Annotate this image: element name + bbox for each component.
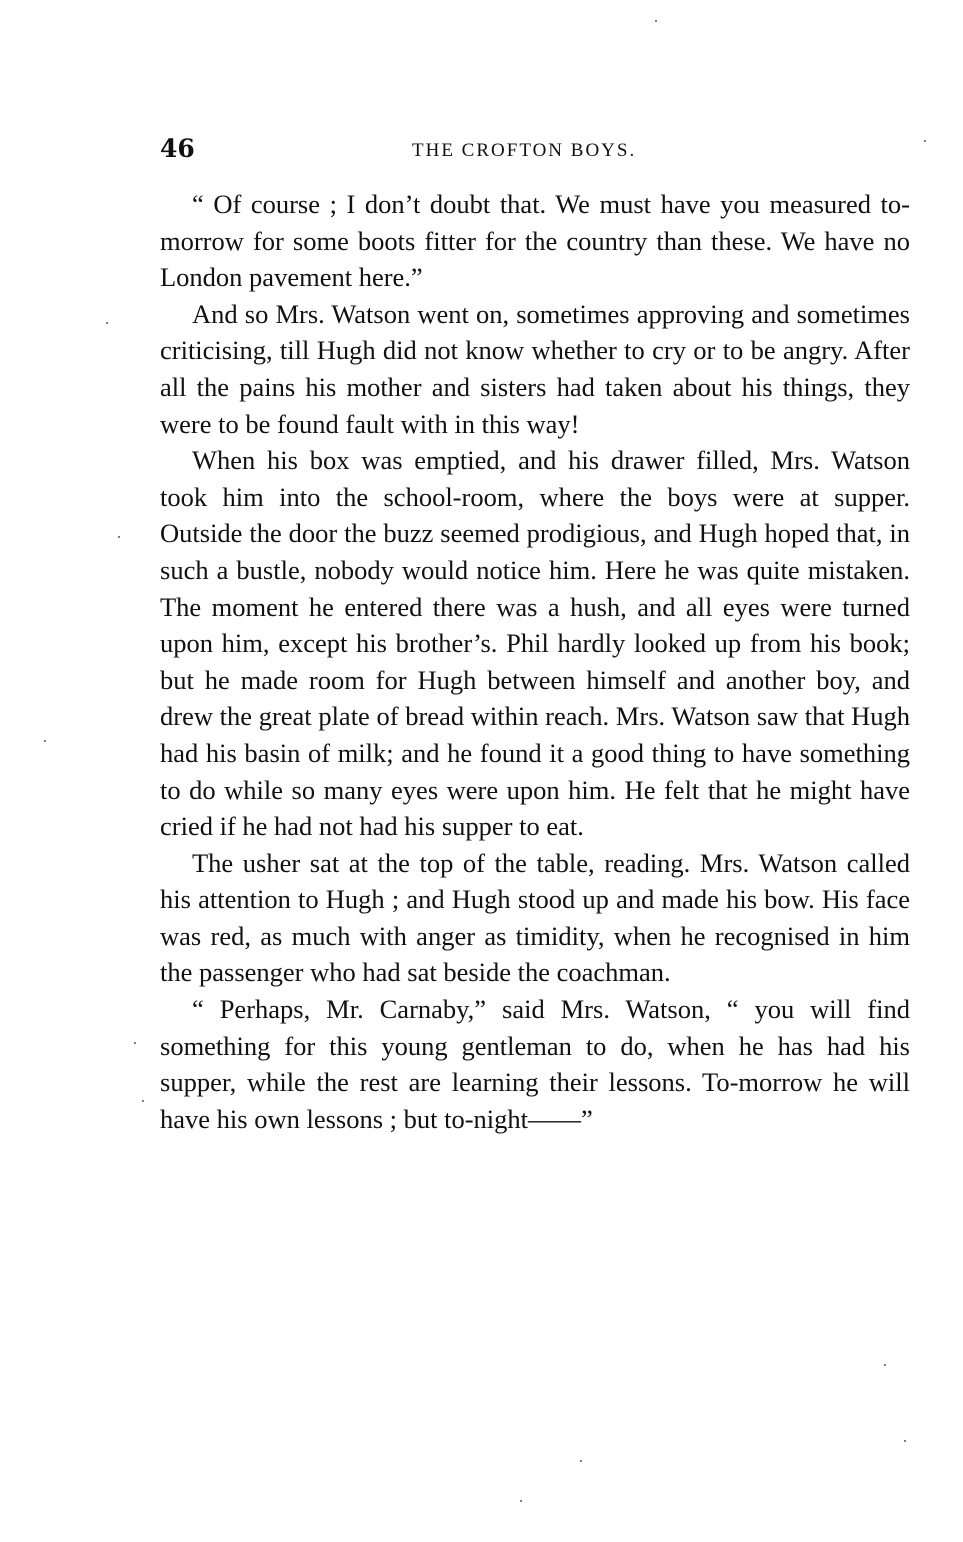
paragraph-4: The usher sat at the top of the table, reading. Mrs. Watson called his attention to Hugh ; and Hugh stood up and made his bow. His face was red, as much with anger as timidity, when he recognised in him the passenger who had sat beside the coachman. <box>160 847 910 988</box>
scan-speck <box>142 1100 144 1102</box>
running-title: THE CROFTON BOYS. <box>412 140 637 161</box>
body-text <box>160 186 910 1137</box>
paragraph-2: And so Mrs. Watson went on, sometimes approving and sometimes criticising, till Hugh did not know whether to cry or to be angry. After all the pains his mother and sisters had taken about his things, they were to be found fault with in this way! <box>160 298 910 439</box>
scan-speck <box>106 322 108 324</box>
page-number: 46 <box>160 134 195 163</box>
scan-speck <box>580 1460 582 1462</box>
scan-speck <box>924 140 926 142</box>
scan-speck <box>118 536 120 538</box>
paragraph-1: “ Of course ; I don’t doubt that. We must have you measured to-morrow for some boots fitter for the country than these. We have no London pavement here.” <box>160 189 910 293</box>
scan-speck <box>44 740 46 742</box>
running-head <box>160 132 910 168</box>
scan-speck <box>520 1500 522 1502</box>
scan-speck <box>884 1364 886 1366</box>
scan-speck <box>655 20 657 22</box>
scan-speck <box>904 1440 906 1442</box>
scan-speck <box>134 1042 136 1044</box>
paragraph-5: “ Perhaps, Mr. Carnaby,” said Mrs. Watson, “ you will find something for this young gentleman to do, when he has had his supper, while the rest are learning their lessons. To-morrow he will have his own lessons ; but to-night——” <box>160 994 910 1134</box>
paragraph-3: When his box was emptied, and his drawer filled, Mrs. Watson took him into the school-room, where the boys were at supper. Outside the door the buzz seemed prodigious, and Hugh hoped that, in such a bustle, nobody would notice him. Here he was quite mistaken. The moment he entered there was a hush, and all eyes were turned upon him, except his brother’s. Phil hardly looked up from his book; but he made room for Hugh between himself and another boy, and drew the great plate of bread within reach. Mrs. Watson saw that Hugh had his basin of milk; and he found it a good thing to have something to do while so many eyes were upon him. He felt that he might have cried if he had not had his supper to eat. <box>160 445 910 842</box>
